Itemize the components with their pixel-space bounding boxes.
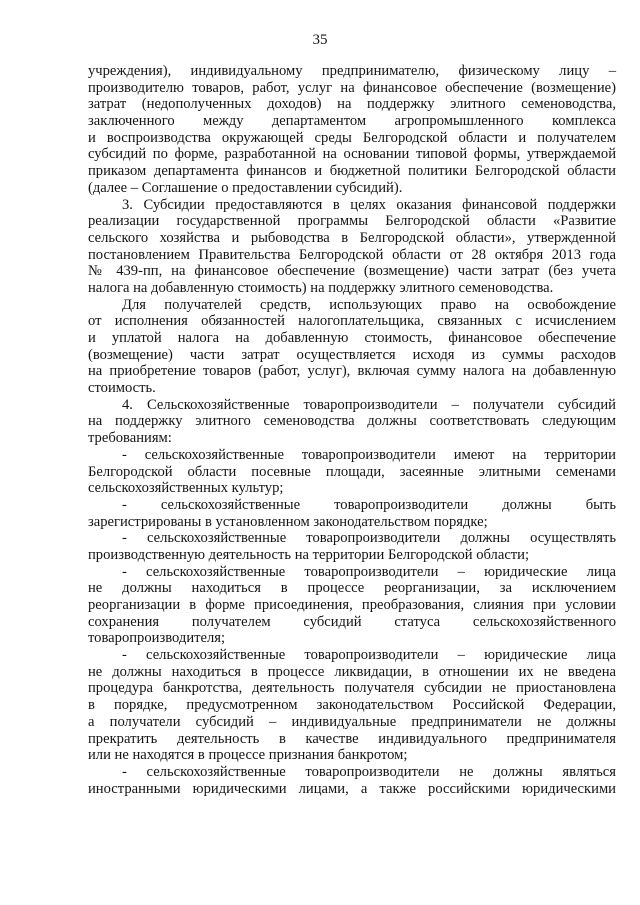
text-line: реализации государственной программы Белгородской области «Развитие (88, 213, 616, 230)
text-line: стоимость. (88, 380, 156, 397)
text-line: налога на добавленную стоимость) на поддержку элитного семеноводства. (88, 279, 554, 296)
text-line: затрат (недополученных доходов) на поддержку элитного семеноводства, (88, 96, 616, 113)
paragraph (88, 397, 616, 447)
text-line: № 439-пп, на финансовое обеспечение (возмещение) части затрат (без учета (88, 263, 616, 280)
text-line: производственную деятельность на территории Белгородской области; (88, 546, 530, 563)
paragraph (88, 647, 616, 764)
text-line: сохранения получателем субсидий статуса сельскохозяйственного (88, 613, 616, 630)
text-line: 3. Субсидии предоставляются в целях оказания финансовой поддержки (122, 196, 616, 213)
text-line: 4. Сельскохозяйственные товаропроизводители – получатели субсидий (122, 396, 616, 413)
text-line: требованиям: (88, 430, 172, 447)
text-line: - сельскохозяйственные товаропроизводители не должны являться (122, 763, 616, 780)
page-number: 35 (312, 32, 328, 48)
text-line: и уплатой налога на добавленную стоимость, финансовое обеспечение (88, 330, 616, 346)
document-body (88, 63, 616, 797)
text-line: товаропроизводителя; (88, 630, 226, 647)
paragraph (88, 447, 616, 497)
text-line: зарегистрированы в установленном законодательством порядке; (88, 513, 488, 530)
text-line: иностранными юридическими лицами, а также российскими юридическими (88, 780, 616, 797)
paragraph (88, 63, 616, 197)
text-line: на приобретение товаров (работ, услуг), включая сумму налога на добавленную (88, 363, 616, 380)
paragraph (88, 297, 616, 397)
text-line: учреждения), индивидуальному предпринимателю, физическому лицу – (88, 63, 616, 79)
paragraph (88, 497, 616, 530)
text-line: прекратить деятельность в качестве индивидуального предпринимателя (88, 730, 616, 747)
text-line: Белгородской области посевные площади, засеянные элитными семенами (88, 463, 616, 480)
text-line: от исполнения обязанностей налогоплательщика, связанных с исчислением (88, 313, 616, 330)
paragraph (88, 564, 616, 647)
text-line: а получатели субсидий – индивидуальные предприниматели не должны (88, 713, 616, 730)
text-line: субсидий по форме, разработанной на основании типовой формы, утверждаемой (88, 146, 616, 163)
text-line: или не находятся в процессе признания банкротом; (88, 747, 408, 764)
text-line: производителю товаров, работ, услуг на финансовое обеспечение (возмещение) (88, 79, 616, 96)
text-line: (возмещение) части затрат осуществляется исходя из суммы расходов (88, 346, 616, 363)
text-line: постановлением Правительства Белгородской области от 28 октября 2013 года (88, 246, 616, 263)
text-line: в порядке, предусмотренном законодательством Российской Федерации, (88, 697, 616, 714)
text-line: заключенного между департаментом агропромышленного комплекса (88, 113, 616, 130)
text-line: - сельскохозяйственные товаропроизводители должны быть (122, 496, 616, 513)
paragraph (88, 197, 616, 297)
text-line: Для получателей средств, использующих право на освобождение (122, 296, 616, 313)
text-line: - сельскохозяйственные товаропроизводители должны осуществлять (122, 530, 616, 547)
text-line: - сельскохозяйственные товаропроизводители – юридические лица (122, 647, 616, 664)
text-line: не должны находиться в процессе реорганизации, за исключением (88, 580, 616, 597)
text-line: и воспроизводства окружающей среды Белгородской области и получателем (88, 129, 616, 146)
text-line: сельского хозяйства и рыбоводства в Белгородской области», утвержденной (88, 229, 616, 246)
text-line: процедура банкротства, деятельность получателя субсидии не приостановлена (88, 680, 616, 697)
text-line: реорганизации в форме присоединения, преобразования, слияния при условии (88, 597, 616, 613)
text-line: не должны находиться в процессе ликвидации, в отношении их не введена (88, 663, 616, 680)
paragraph (88, 764, 616, 797)
text-line: - сельскохозяйственные товаропроизводители имеют на территории (122, 446, 616, 463)
paragraph (88, 530, 616, 563)
text-line: - сельскохозяйственные товаропроизводители – юридические лица (122, 563, 616, 580)
text-line: на поддержку элитного семеноводства должны соответствовать следующим (88, 413, 616, 430)
text-line: приказом департамента финансов и бюджетной политики Белгородской области (88, 163, 616, 180)
text-line: (далее – Соглашение о предоставлении субсидий). (88, 179, 403, 196)
text-line: сельскохозяйственных культур; (88, 480, 284, 497)
